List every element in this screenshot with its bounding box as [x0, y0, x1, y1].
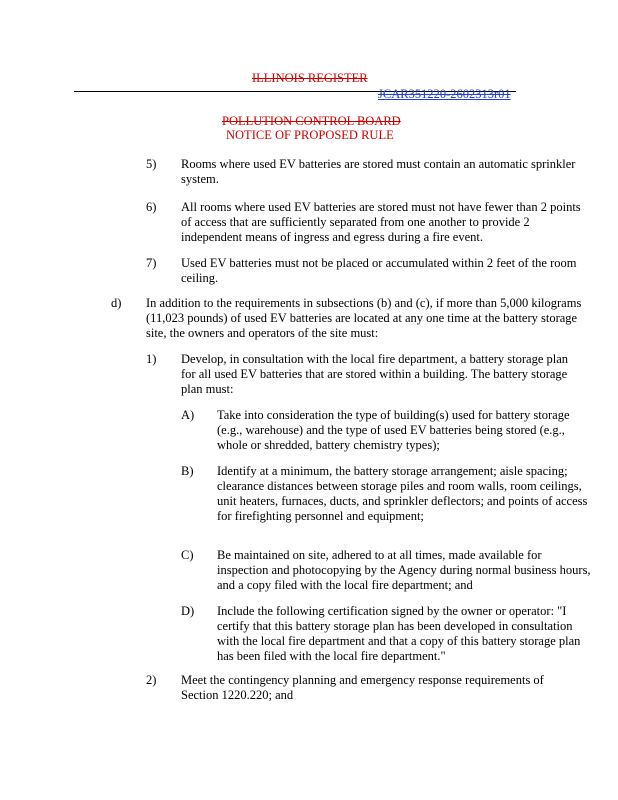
item-text: Take into consideration the type of building(s) used for battery storage (e.g., warehouse) and the type of used EV batteries being stored (e.g., whole or shredded, battery chemistry types); — [217, 408, 570, 452]
item-label: 7) — [146, 256, 157, 270]
item-text: Rooms where used EV batteries are stored must contain an automatic sprinkler system. — [181, 157, 576, 186]
item-text: Identify at a minimum, the battery storage arrangement; aisle spacing; clearance distances between storage piles and room walls, room ceilings, unit heaters, furnaces, ducts, and sprinkler deflectors; and points of access for firefighting personnel and equipment; — [217, 464, 588, 523]
item-text: All rooms where used EV batteries are stored must not have fewer than 2 points of access that are sufficiently separated from one another to provide 2 independent means of ingress and egress during a fire event. — [181, 200, 581, 244]
item-text: Used EV batteries must not be placed or accumulated within 2 feet of the room ceiling. — [181, 256, 577, 285]
item-label: C) — [181, 548, 194, 562]
item-label: 1) — [146, 352, 157, 366]
item-text: Meet the contingency planning and emergency response requirements of Section 1220.220; and — [181, 673, 544, 702]
item-text: In addition to the requirements in subsections (b) and (c), if more than 5,000 kilograms (11,023 pounds) of used EV batteries are located at any one time at the battery storage site, the owners and operators of the site must: — [146, 296, 582, 340]
item-label: D) — [181, 604, 195, 618]
item-label: B) — [181, 464, 194, 478]
register-title: ILLINOIS REGISTER — [252, 71, 368, 85]
item-text: Be maintained on site, adhered to at all times, made available for inspection and photocopying by the Agency during normal business hours, and a copy filed with the local fire department; and — [217, 548, 591, 592]
item-text: Include the following certification signed by the owner or operator: "I certify that this battery storage plan has been developed in consultation with the local fire department and that a copy of this battery storage plan has been filed with the local fire department." — [217, 604, 581, 663]
notice-title: NOTICE OF PROPOSED RULE — [226, 128, 394, 142]
item-label: d) — [111, 296, 122, 310]
document-code: JCAR351220-2602313r01 — [378, 87, 511, 101]
item-label: 2) — [146, 673, 157, 687]
board-title: POLLUTION CONTROL BOARD — [222, 114, 401, 128]
item-text: Develop, in consultation with the local fire department, a battery storage plan for all used EV batteries that are stored within a building. The battery storage plan must: — [181, 352, 569, 396]
item-label: 5) — [146, 157, 157, 171]
item-label: A) — [181, 408, 195, 422]
item-label: 6) — [146, 200, 157, 214]
